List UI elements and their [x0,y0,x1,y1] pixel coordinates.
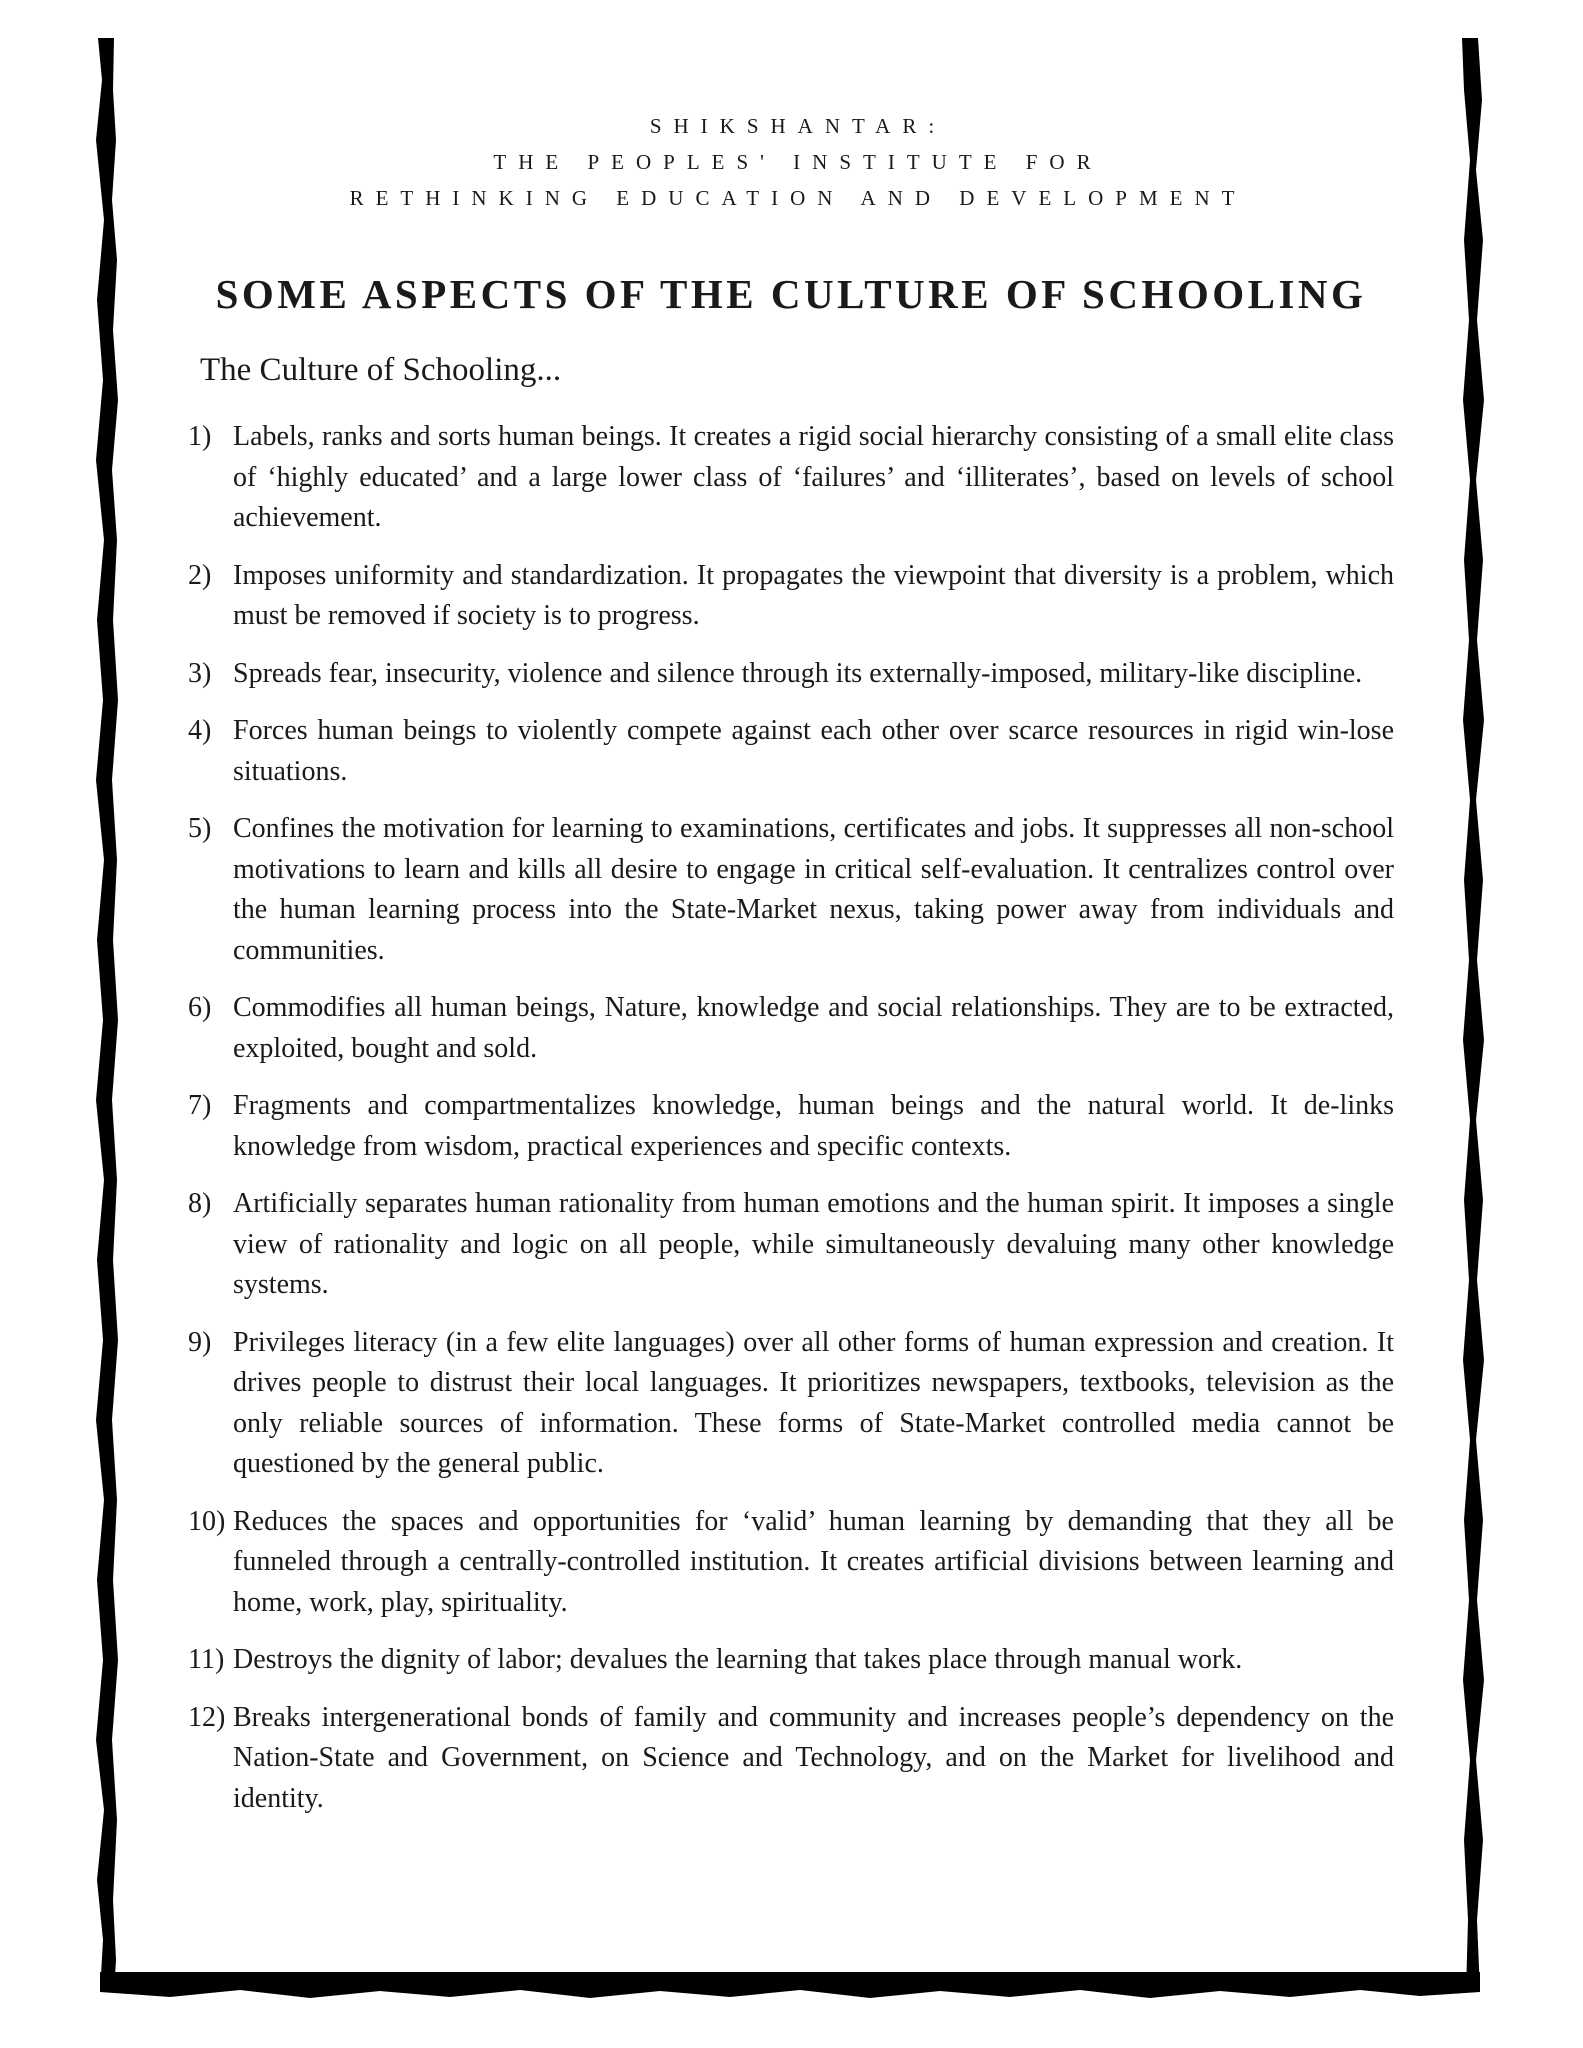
item-number: 11) [188,1644,225,1675]
org-line-2: THE PEOPLES' INSTITUTE FOR [493,150,1103,174]
list-item [188,556,1394,637]
item-text: Reduces the spaces and opportunities for ‘valid’ human learning by demanding that they all be funneled through a centrally-controlled institution. It creates artificial divisions between learning and home, work, play, spirituality. [233,1505,1394,1618]
item-number: 8) [188,1188,212,1219]
item-text: Commodifies all human beings, Nature, knowledge and social relationships. They are to be extracted, exploited, bought and sold. [233,992,1394,1064]
list-item [188,1698,1394,1820]
right-border [1462,38,1484,1992]
org-line-1: SHIKSHANTAR: [649,114,947,138]
item-number: 3) [188,657,212,689]
item-text: Imposes uniformity and standardization. It propagates the viewpoint that diversity is a problem, which must be removed if society is to progress. [233,559,1394,631]
list-item [188,1323,1394,1485]
list-item [188,1184,1394,1306]
item-number: 1) [188,421,212,452]
item-text: Fragments and compartmentalizes knowledge, human beings and the natural world. It de-links knowledge from wisdom, practical experiences and specific contexts. [233,1090,1394,1162]
list-item [188,809,1394,971]
item-number: 10) [188,1505,226,1537]
item-text: Forces human beings to violently compete against each other over scarce resources in rigid win-lose situations. [233,715,1394,787]
list-item [188,417,1394,539]
document-body [188,108,1394,1836]
item-text: Labels, ranks and sorts human beings. It creates a rigid social hierarchy consisting of a small elite class of ‘highly educated’ and a large lower class of ‘failures’ and ‘illiterates’, based on levels of school achievement. [233,421,1394,533]
item-number: 9) [188,1326,212,1358]
item-number: 4) [188,715,212,746]
item-number: 7) [188,1090,212,1121]
list-item [188,1640,1394,1681]
bottom-border [100,1972,1480,1998]
item-number: 5) [188,813,212,844]
list-item [188,988,1394,1069]
item-text: Breaks intergenerational bonds of family and community and increases people’s dependency on the Nation-State and Government, on Science and Technology, and on the Market for livelihood and identity. [233,1701,1394,1814]
item-number: 2) [188,559,212,591]
left-border [96,38,118,1992]
list-item [188,1502,1394,1624]
item-text: Confines the motivation for learning to examinations, certificates and jobs. It suppresses all non-school motivations to learn and kills all desire to engage in critical self-evaluation. It centralizes control over the human learning process into the State-Market nexus, taking power away from individuals and communities. [233,813,1394,966]
list-item [188,654,1394,695]
aspects-list [188,417,1394,1819]
page-title: SOME ASPECTS OF THE CULTURE OF SCHOOLING [215,271,1367,317]
item-text: Spreads fear, insecurity, violence and silence through its externally-imposed, military-like discipline. [233,657,1363,689]
list-item [188,1086,1394,1167]
list-item [188,711,1394,792]
section-subtitle: The Culture of Schooling... [200,352,562,388]
item-number: 6) [188,992,212,1023]
item-text: Destroys the dignity of labor; devalues the learning that takes place through manual work. [233,1644,1243,1675]
organization-header [202,108,1394,216]
item-text: Artificially separates human rationality from human emotions and the human spirit. It imposes a single view of rationality and logic on all people, while simultaneously devaluing many other knowledge systems. [233,1188,1394,1300]
item-number: 12) [188,1701,226,1733]
item-text: Privileges literacy (in a few elite languages) over all other forms of human expression and creation. It drives people to distrust their local languages. It prioritizes newspapers, textbooks, television as the only reliable sources of information. These forms of State-Market controlled media cannot be questioned by the general public. [233,1326,1394,1479]
org-line-3: RETHINKING EDUCATION AND DEVELOPMENT [349,186,1247,210]
